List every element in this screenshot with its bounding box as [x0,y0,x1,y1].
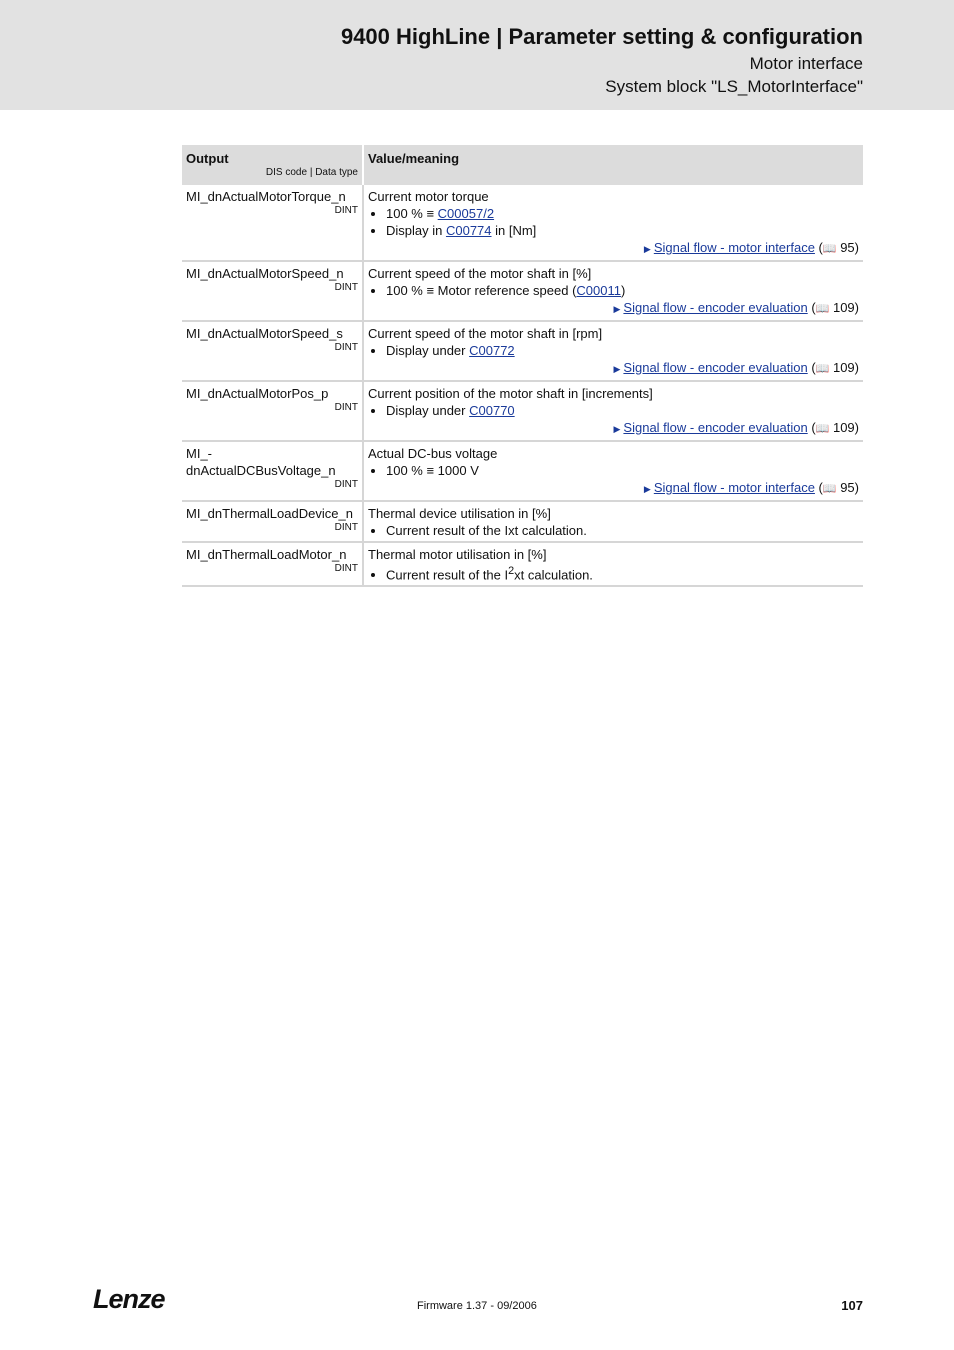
triangle-right-icon: ▶ [613,364,621,374]
output-cell [182,381,363,441]
bullet-text: Display under [386,403,470,418]
list-item [386,222,859,239]
xref-link-motor-interface[interactable]: Signal flow - motor interface [653,480,815,495]
lenze-logo: Lenze [93,1284,165,1314]
cross-reference: ▶ Signal flow - motor interface (📖 95) [643,480,859,495]
output-cell [182,261,363,321]
book-icon: 📖 [815,363,830,375]
triangle-right-icon: ▶ [643,244,651,254]
triangle-right-icon: ▶ [613,304,621,314]
superscript: 2 [508,565,515,577]
output-name-line2: dnActualDCBusVoltage_n [186,463,336,478]
column-subheader-dis-code: DIS code | Data type [265,167,358,178]
list-item [386,205,859,222]
bullet-text: Display in [386,223,446,238]
code-link-c00770[interactable]: C00770 [469,403,515,418]
chapter-title: Motor interface [749,54,863,73]
cross-reference: ▶ Signal flow - motor interface (📖 95) [643,240,859,255]
output-cell [182,542,363,586]
value-description: Current motor torque [368,189,489,204]
code-link-c00774[interactable]: C00774 [445,223,492,238]
bullet-text: Current result of the I [386,567,509,583]
code-link-c00772[interactable]: C00772 [469,343,515,358]
value-cell [363,261,863,321]
list-item [386,342,859,359]
table-row [182,501,863,542]
output-cell [182,441,363,501]
value-description: Thermal motor utilisation in [%] [368,547,547,562]
bullet-text-suffix: ) [620,283,626,298]
table-header-row [182,145,863,185]
data-type: DINT [334,479,358,490]
page-number: 107 [841,1298,863,1313]
value-cell [363,185,863,261]
triangle-right-icon: ▶ [643,484,651,494]
bullet-list [368,205,859,239]
xref-page: 109) [829,360,859,375]
book-icon: 📖 [822,483,837,495]
column-header-value: Value/meaning [363,145,863,185]
data-type: DINT [334,205,358,216]
code-link-c00057[interactable]: C00057/2 [437,206,495,221]
book-icon: 📖 [822,243,837,255]
data-type: DINT [334,402,358,413]
data-type: DINT [334,563,358,574]
bullet-list [368,342,859,359]
xref-page: 109) [829,420,859,435]
xref-link-encoder-evaluation[interactable]: Signal flow - encoder evaluation [623,420,808,435]
xref-page: 109) [829,300,859,315]
value-cell [363,441,863,501]
parameter-table [182,145,863,587]
value-cell [363,321,863,381]
bullet-text: Current result of the Ixt calculation. [386,523,587,538]
value-description: Thermal device utilisation in [%] [368,506,551,521]
value-description: Actual DC-bus voltage [368,446,498,461]
xref-link-encoder-evaluation[interactable]: Signal flow - encoder evaluation [623,300,808,315]
bullet-text-suffix: xt calculation. [514,567,593,583]
bullet-list [368,402,859,419]
code-link-c00011[interactable]: C00011 [576,283,621,298]
output-name-line1: MI_- [186,446,212,461]
book-icon: 📖 [815,303,830,315]
value-description: Current position of the motor shaft in [increments] [368,386,653,401]
bullet-text-suffix: in [Nm] [491,223,537,238]
bullet-text: 100 % ≡ [386,206,438,221]
xref-page: 95) [836,480,859,495]
cross-reference: ▶ Signal flow - encoder evaluation (📖 109) [613,300,859,315]
bullet-list [368,282,859,299]
table-row [182,542,863,586]
value-cell [363,501,863,542]
table-row [182,321,863,381]
data-type: DINT [334,342,358,353]
output-name: MI_dnThermalLoadDevice_n [186,506,353,521]
value-cell [363,542,863,586]
xref-page: 95) [836,240,859,255]
firmware-version: Firmware 1.37 - 09/2006 [417,1300,537,1312]
list-item [386,282,859,299]
value-description: Current speed of the motor shaft in [rpm] [368,326,603,341]
table-row [182,185,863,261]
list-item [386,402,859,419]
list-item [386,522,859,539]
output-cell [182,185,363,261]
bullet-list [368,522,859,539]
column-header-output-label: Output [186,151,229,166]
cross-reference: ▶ Signal flow - encoder evaluation (📖 109) [613,420,859,435]
bullet-text: 100 % ≡ 1000 V [386,463,479,478]
table-row [182,381,863,441]
book-icon: 📖 [815,423,830,435]
table-row [182,441,863,501]
output-cell [182,501,363,542]
output-name: MI_dnActualMotorPos_p [186,386,329,401]
bullet-text: 100 % ≡ Motor reference speed ( [386,283,577,298]
page-header [0,0,954,110]
xref-link-motor-interface[interactable]: Signal flow - motor interface [653,240,815,255]
column-header-output [182,145,363,185]
output-name: MI_dnActualMotorTorque_n [186,189,346,204]
output-cell [182,321,363,381]
page-title: 9400 HighLine | Parameter setting & configuration [340,24,863,49]
table-row [182,261,863,321]
output-name: MI_dnActualMotorSpeed_s [186,326,343,341]
triangle-right-icon: ▶ [613,424,621,434]
cross-reference: ▶ Signal flow - encoder evaluation (📖 109) [613,360,859,375]
data-type: DINT [334,282,358,293]
output-name: MI_dnActualMotorSpeed_n [186,266,344,281]
bullet-text: Display under [386,343,470,358]
bullet-list [368,462,859,479]
output-name: MI_dnThermalLoadMotor_n [186,547,347,562]
list-item [386,462,859,479]
section-title: System block "LS_MotorInterface" [605,77,863,96]
data-type: DINT [334,522,358,533]
value-description: Current speed of the motor shaft in [%] [368,266,592,281]
value-cell [363,381,863,441]
xref-link-encoder-evaluation[interactable]: Signal flow - encoder evaluation [623,360,808,375]
bullet-list [368,563,859,583]
list-item [386,563,859,583]
